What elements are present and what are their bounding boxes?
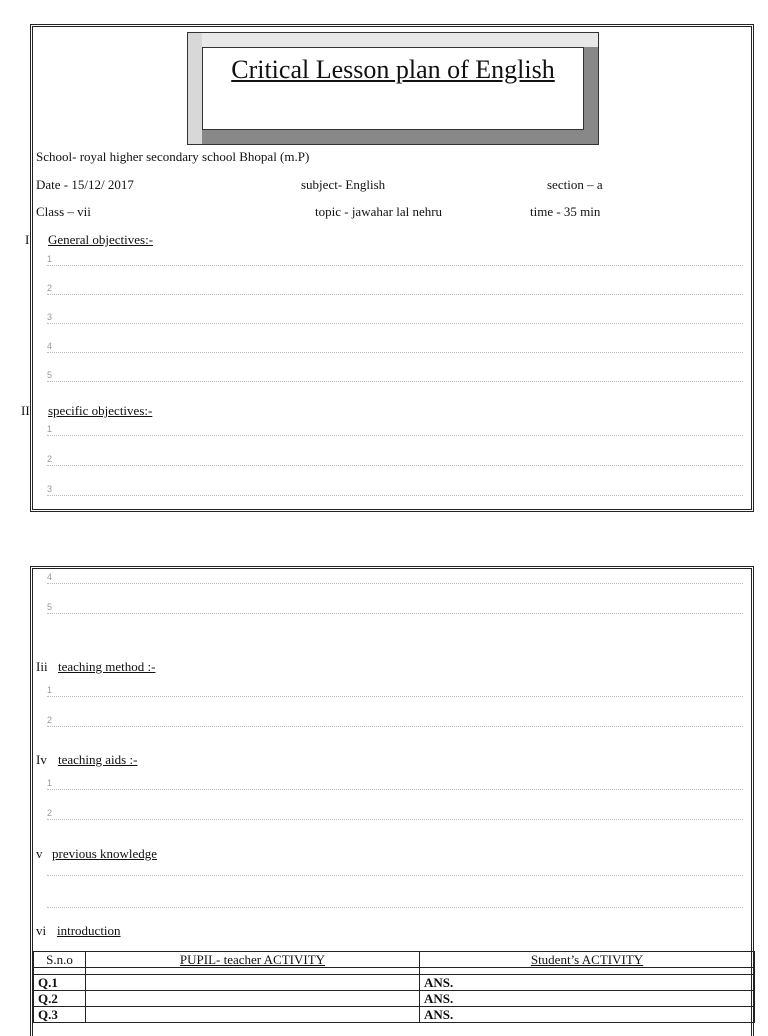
teaching-aids-marker: Iv [36, 752, 47, 767]
general-objective-line: 1 [47, 253, 743, 266]
general-objectives-marker: I [25, 232, 30, 247]
previous-knowledge-line [47, 895, 743, 908]
general-objective-line: 3 [47, 311, 743, 324]
header-sno: S.n.o [34, 952, 86, 968]
page-1 [21, 24, 754, 512]
teacher-activity-cell [86, 975, 420, 991]
teaching-method-heading: teaching method :- [58, 659, 156, 674]
section-field: section – a [547, 177, 603, 192]
header-teacher-activity: PUPIL- teacher ACTIVITY [86, 952, 420, 968]
teacher-activity-cell [86, 991, 420, 1007]
subject-field: subject- English [301, 177, 386, 192]
header-student-activity: Student’s ACTIVITY [420, 952, 755, 968]
specific-objectives-marker: II [21, 403, 30, 418]
class-field: Class – vii [36, 204, 91, 219]
table-row [34, 991, 755, 1007]
previous-knowledge-line [47, 863, 743, 876]
specific-objectives-heading: specific objectives:- [48, 403, 153, 418]
previous-knowledge-heading: previous knowledge [52, 846, 158, 861]
teacher-activity-cell [86, 1007, 420, 1023]
teaching-method-line: 1 [47, 684, 743, 697]
general-objectives-heading: General objectives:- [48, 232, 154, 247]
question-number: Q.2 [34, 991, 86, 1007]
time-field: time - 35 min [530, 204, 601, 219]
table-row [34, 975, 755, 991]
table-header-row [34, 952, 755, 968]
introduction-table [33, 951, 755, 1023]
table-row [34, 1007, 755, 1023]
table-spacer-row [34, 968, 755, 975]
title-frame-bevel-left [188, 33, 202, 144]
teaching-method-line: 2 [47, 714, 743, 727]
general-objective-line: 4 [47, 340, 743, 353]
teaching-aids-line: 1 [47, 777, 743, 790]
general-objective-line: 2 [47, 282, 743, 295]
teaching-aids-line: 2 [47, 807, 743, 820]
student-answer-cell: ANS. [420, 1007, 755, 1023]
specific-objective-line: 3 [47, 483, 743, 496]
teaching-aids-heading: teaching aids :- [58, 752, 138, 767]
specific-objective-line: 4 [47, 571, 743, 584]
topic-field: topic - jawahar lal nehru [315, 204, 443, 219]
previous-knowledge-marker: v [36, 846, 43, 861]
title-frame [187, 32, 599, 145]
student-answer-cell: ANS. [420, 975, 755, 991]
introduction-marker: vi [36, 923, 47, 938]
page-2 [30, 566, 754, 1036]
question-number: Q.1 [34, 975, 86, 991]
page-title: Critical Lesson plan of English [231, 55, 555, 84]
specific-objective-line: 1 [47, 423, 743, 436]
specific-objective-line: 5 [47, 601, 743, 614]
school-line: School- royal higher secondary school Bhopal (m.P) [36, 149, 310, 164]
introduction-heading: introduction [57, 923, 121, 938]
student-answer-cell: ANS. [420, 991, 755, 1007]
title-frame-bevel-top [188, 33, 598, 47]
specific-objective-line: 2 [47, 453, 743, 466]
question-number: Q.3 [34, 1007, 86, 1023]
date-field: Date - 15/12/ 2017 [36, 177, 134, 192]
teaching-method-marker: Iii [36, 659, 48, 674]
general-objective-line: 5 [47, 369, 743, 382]
